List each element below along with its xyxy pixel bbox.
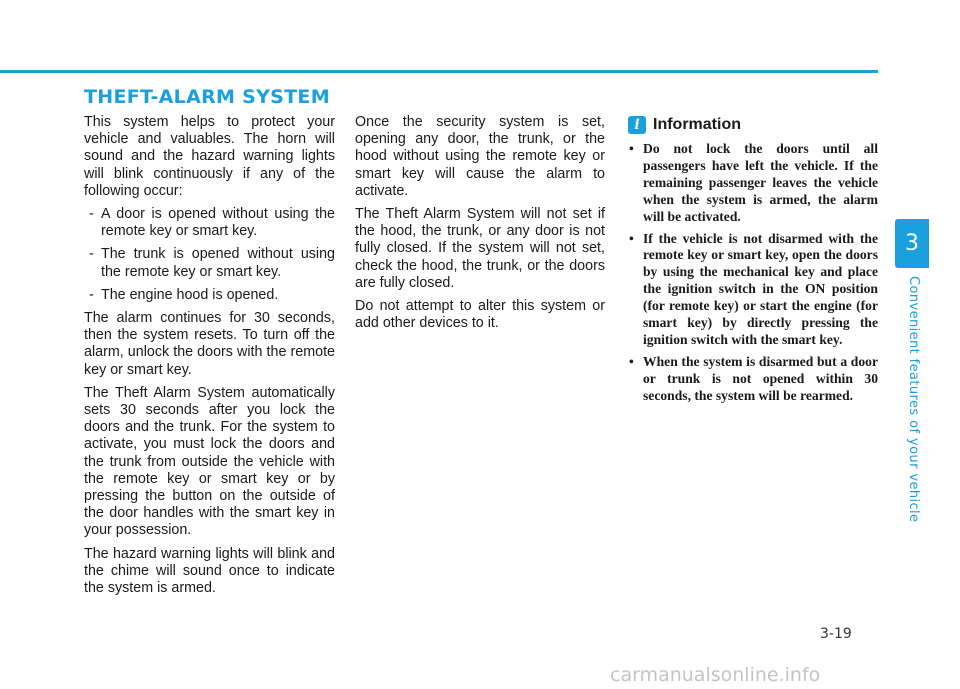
information-box [628, 113, 878, 410]
information-list [628, 141, 878, 405]
watermark: carmanualsonline.info [610, 664, 821, 686]
alarm-conditions-list [84, 206, 335, 304]
header-rule [0, 70, 878, 73]
info-icon: i [628, 116, 646, 134]
body-paragraph: The Theft Alarm System automatically sets 30 seconds after you lock the doors and the trunk. For the system to activate, you must lock the doors and the trunk from outside the vehicle with the remote key or smart key or by pressing the button on the outside of the door handles with the smart key in your possession. [84, 384, 335, 539]
body-paragraph: Do not attempt to alter this system or add other devices to it. [355, 298, 605, 332]
column-left [84, 114, 335, 603]
column-middle [355, 114, 605, 338]
condition-item: - A door is opened without using the remote key or smart key. [84, 206, 335, 240]
body-paragraph: The Theft Alarm System will not set if the hood, the trunk, or any door is not fully closed. If the system will not set, check the hood, the trunk, or the doors are fully closed. [355, 206, 605, 291]
page-number: 3-19 [820, 626, 852, 642]
section-title: THEFT-ALARM SYSTEM [84, 86, 330, 108]
condition-item: - The engine hood is opened. [84, 287, 335, 304]
information-item: • If the vehicle is not disarmed with the remote key or smart key, open the doors by using the mechanical key and place the ignition switch in the ON position (for remote key) or start the engine (for smart key) by directly pressing the ignition switch with the smart key. [628, 231, 878, 349]
information-header [628, 113, 878, 137]
body-paragraph: Once the security system is set, opening any door, the trunk, or the hood without using the remote key or smart key will cause the alarm to activate. [355, 114, 605, 199]
body-paragraph: The hazard warning lights will blink and the chime will sound once to indicate the system is armed. [84, 545, 335, 597]
chapter-tab [895, 219, 929, 268]
condition-item: - The trunk is opened without using the remote key or smart key. [84, 246, 335, 280]
information-item: • Do not lock the doors until all passengers have left the vehicle. If the remaining passenger leaves the vehicle when the system is armed, the alarm will be activated. [628, 141, 878, 226]
body-paragraph: The alarm continues for 30 seconds, then the system resets. To turn off the alarm, unlock the doors with the remote key or smart key. [84, 310, 335, 378]
information-item: • When the system is disarmed but a door or trunk is not opened within 30 seconds, the system will be rearmed. [628, 354, 878, 405]
information-title: Information [653, 116, 741, 133]
intro-paragraph: This system helps to protect your vehicle and valuables. The horn will sound and the hazard warning lights will blink continuously if any of the following occur: [84, 114, 335, 199]
chapter-number: 3 [905, 231, 919, 256]
chapter-title: Convenient features of your vehicle [906, 276, 921, 523]
